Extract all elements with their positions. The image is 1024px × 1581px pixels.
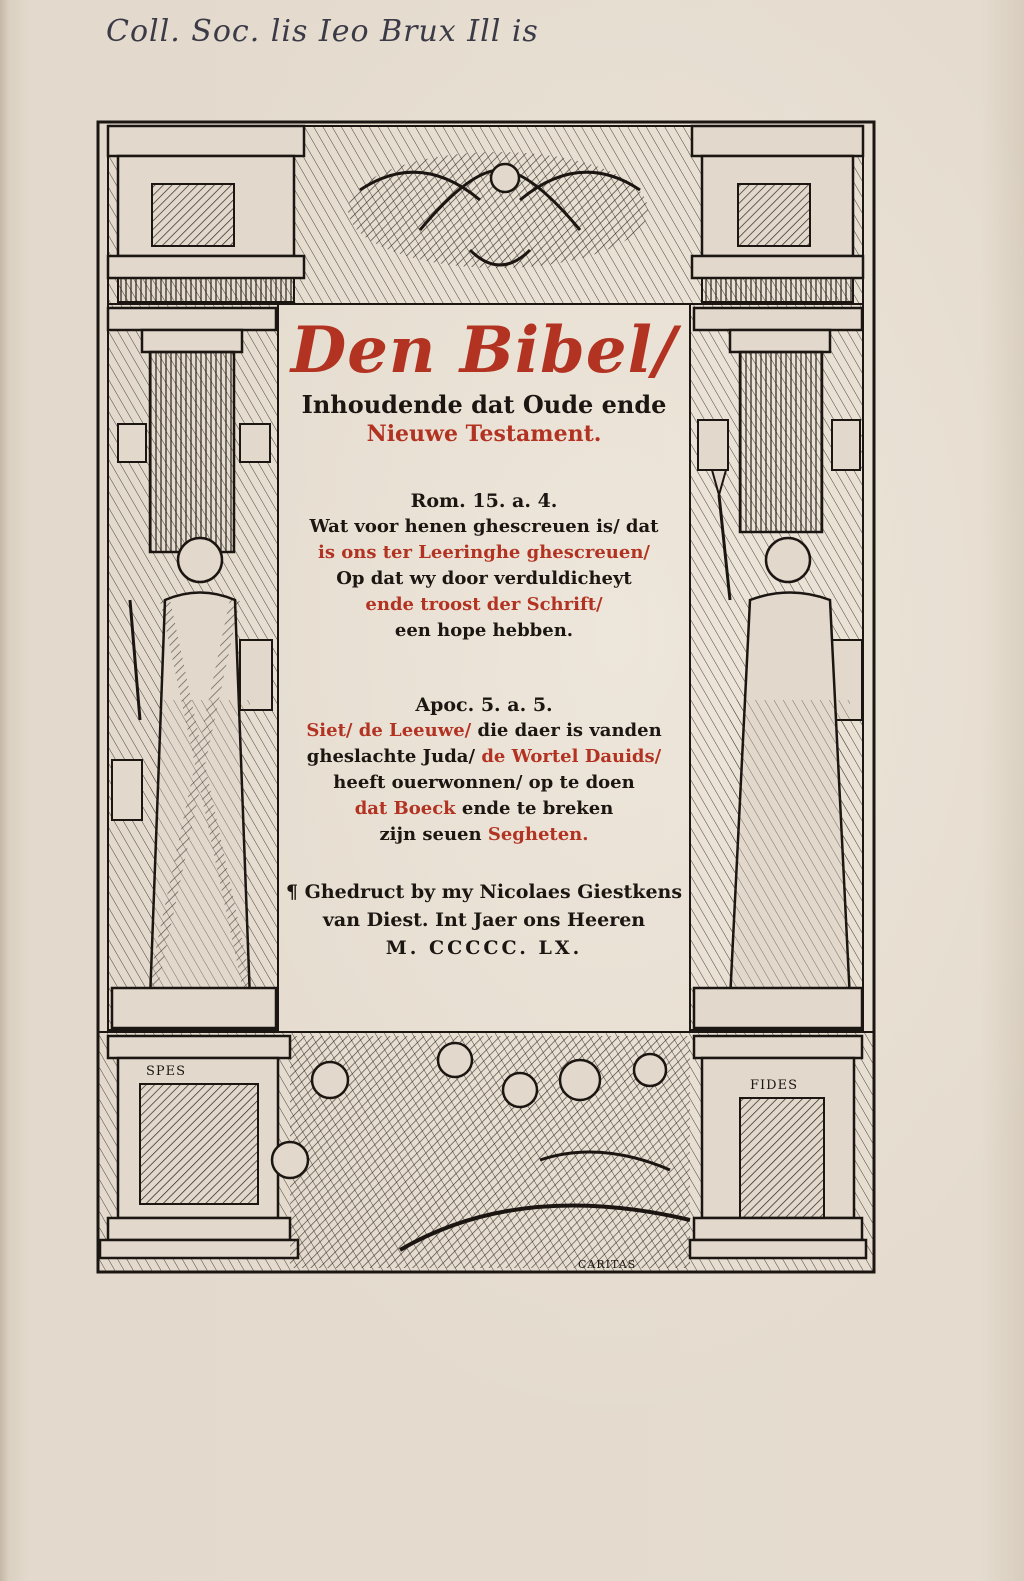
romans-reference: Rom. 15. a. 4. (410, 490, 558, 512)
imprint-date: M. CCCCC. LX. (385, 937, 583, 959)
apocalypse-line-1-black: die daer is vanden (471, 720, 662, 741)
apocalypse-line-5-red: Segheten. (487, 824, 589, 845)
apocalypse-line-3: heeft ouerwonnen/ op te doen (333, 772, 635, 793)
left-column (108, 304, 278, 1030)
apocalypse-reference: Apoc. 5. a. 5. (415, 694, 553, 716)
imprint-line-1: ¶ Ghedruct by my Nicolaes Giestkens (285, 881, 683, 903)
right-column (690, 304, 863, 1030)
subtitle-line-2: Nieuwe Testament. (366, 421, 602, 447)
apocalypse-line-4 (278, 796, 690, 822)
apocalypse-line-5 (278, 822, 690, 848)
plaque-label-spes: SPES (146, 1064, 187, 1079)
apocalypse-line-5-black: zijn seuen (379, 824, 488, 845)
apocalypse-line-2 (278, 744, 690, 770)
romans-line-1: Wat voor henen ghescreuen is/ dat (309, 516, 659, 537)
printer-imprint (278, 878, 690, 962)
subtitle-line-1: Inhoudende dat Oude ende (301, 390, 667, 419)
imprint-line-2: van Diest. Int Jaer ons Heeren (322, 909, 646, 931)
apocalypse-line-1-red: Siet/ de Leeuwe/ (306, 720, 472, 741)
apocalypse-line-2-red: de Wortel Dauids/ (475, 746, 662, 767)
plaque-label-caritas: CARITAS (578, 1258, 637, 1271)
caritas-scene-icon (272, 1036, 690, 1268)
plaque-label-fides: FIDES (750, 1078, 798, 1093)
apocalypse-line-4-red: dat Boeck (354, 798, 456, 819)
title-text-panel (278, 306, 690, 1032)
apocalypse-line-2-black: gheslachte Juda/ (306, 746, 476, 767)
top-band (108, 126, 863, 304)
apocalypse-line-4-black: ende te breken (455, 798, 614, 819)
romans-line-2: is ons ter Leeringhe ghescreuen/ (318, 542, 650, 563)
bottom-band (98, 1032, 874, 1272)
romans-line-5: een hope hebben. (394, 620, 574, 641)
romans-line-4: ende troost der Schrift/ (365, 594, 603, 615)
romans-line-3: Op dat wy door verduldicheyt (336, 568, 632, 589)
apocalypse-line-1 (278, 718, 690, 744)
book-title: Den Bibel/ (290, 313, 678, 388)
handwritten-inscription: Coll. Soc. lis Ieo Brux Ill is (106, 14, 539, 49)
phoenix-icon (348, 152, 648, 268)
